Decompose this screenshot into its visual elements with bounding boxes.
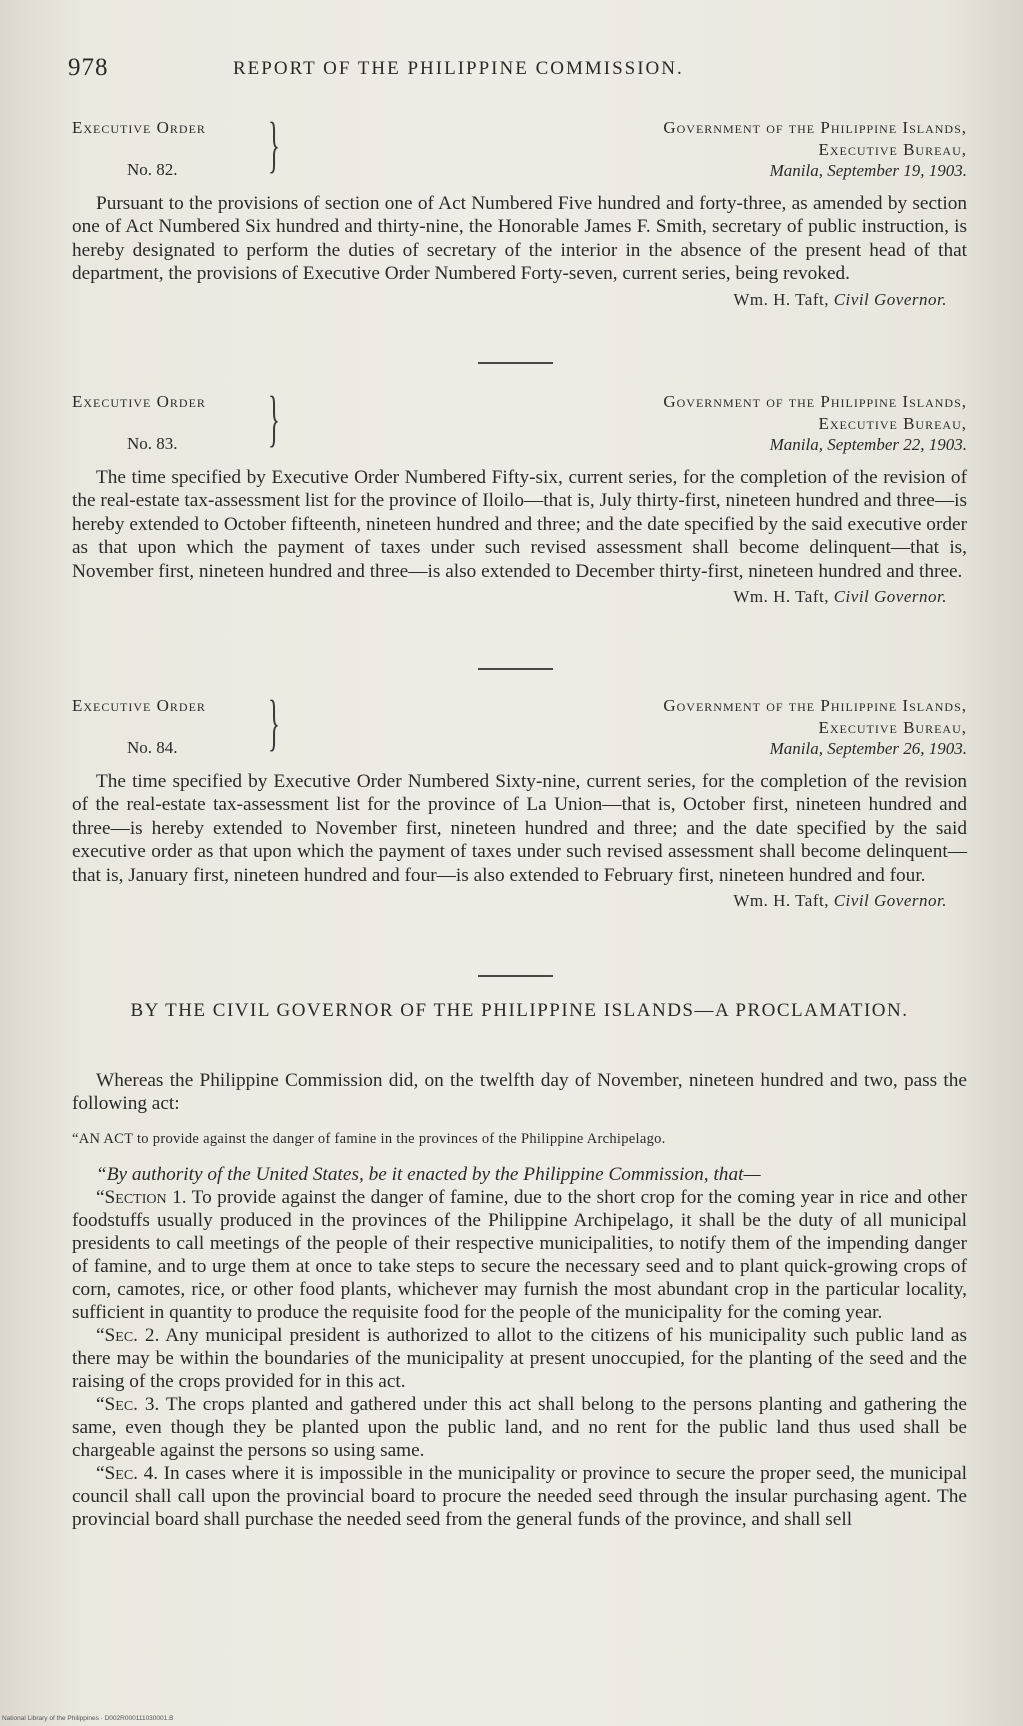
brace-glyph: } (268, 111, 280, 179)
order-date: Manila, September 22, 1903. (769, 435, 967, 454)
signature-name: Wm. H. Taft, (733, 587, 829, 607)
order-number: No. 83. (127, 434, 178, 453)
section-text: Any municipal president is authorized to allot to the citizens of his municipality such public land as there may be within the boundaries of the municipality at present unoccupied, for the planting of the seed and the raising of the crops provided for in this act. (72, 1325, 967, 1392)
signature-title: Civil Governor. (833, 891, 947, 911)
order-number: No. 84. (127, 738, 178, 757)
order-label: Executive Order (72, 118, 206, 137)
section-label: “Sec. 4. (96, 1463, 159, 1484)
section-label: “Section 1. (96, 1187, 187, 1208)
bureau-line: Executive Bureau, (818, 140, 967, 159)
signature-title: Civil Governor. (833, 289, 947, 309)
signature-name: Wm. H. Taft, (733, 289, 829, 309)
executive-order-84 (72, 689, 967, 911)
running-title: REPORT OF THE PHILIPPINE COMMISSION. (233, 58, 684, 79)
act-title: “AN ACT to provide against the danger of famine in the provinces of the Philippine Archipelago. (72, 1131, 666, 1147)
brace-glyph: } (268, 385, 280, 453)
government-line: Government of the Philippine Islands, (663, 392, 967, 411)
scan-footer: National Library of the Philippines · D002R000111030001.B (2, 1715, 174, 1722)
order-label: Executive Order (72, 392, 206, 411)
signature (72, 290, 967, 310)
order-number: No. 82. (127, 160, 178, 179)
order-body: The time specified by Executive Order Numbered Fifty-six, current series, for the completion of the revision of the real-estate tax-assessment list for the province of Iloilo—that is, July thirty-first, nineteen hundred and three—is hereby extended to October fifteenth, nineteen hundred and three; and the date specified by the said executive order as that upon which the payment of taxes under such revised assessment shall become delinquent—that is, November first, nineteen hundred and three—is also extended to December thirty-first, nineteen hundred and three. (72, 467, 967, 582)
section-text: To provide against the danger of famine, due to the short crop for the coming year in rice and other foodstuffs usually produced in the provinces of the Philippine Archipelago, it shall be the duty of all municipal presidents to call meetings of the people of their respective municipalities, to notify them of the impending danger of famine, and to urge them at once to take steps to secure the necessary seed and to plant quick-growing crops of corn, camotes, rice, or other food plants, whichever may furnish the most abundant crop in the particular locality, sufficient in quantity to produce the requisite food for the people of the municipality for the coming year. (72, 1187, 967, 1323)
government-line: Government of the Philippine Islands, (663, 118, 967, 137)
bureau-line: Executive Bureau, (818, 414, 967, 433)
order-heading (72, 689, 967, 766)
act-section (72, 1324, 967, 1393)
proclamation-body (72, 1069, 967, 1531)
order-date: Manila, September 26, 1903. (769, 739, 967, 758)
page-header (68, 54, 968, 84)
order-heading (72, 385, 967, 462)
section-text: In cases where it is impossible in the municipality or province to secure the proper seed, the municipal council shall call upon the provincial board to procure the needed seed through the insular purchasing agent. The provincial board shall purchase the needed seed from the general funds of the province, and shall sell (72, 1463, 967, 1530)
signature-name: Wm. H. Taft, (733, 891, 829, 911)
executive-order-82 (72, 111, 967, 310)
bureau-line: Executive Bureau, (818, 718, 967, 737)
section-label: “Sec. 3. (96, 1394, 160, 1415)
executive-order-83 (72, 385, 967, 607)
signature (72, 587, 967, 607)
order-label: Executive Order (72, 696, 206, 715)
section-divider (478, 668, 553, 670)
signature (72, 891, 967, 911)
section-text: The crops planted and gathered under this act shall belong to the persons planting and gathering the same, even though they be planted upon the public land, and no rent for the public land thus used shall be chargeable against the persons so using same. (72, 1394, 967, 1461)
proclamation-title: BY THE CIVIL GOVERNOR OF THE PHILIPPINE ISLANDS—A PROCLAMATION. (130, 1000, 909, 1021)
enacting-clause: “By authority of the United States, be it enacted by the Philippine Commission, that— (96, 1164, 761, 1185)
brace-glyph: } (268, 689, 280, 757)
act-section (72, 1462, 967, 1531)
section-divider (478, 362, 553, 364)
section-label: “Sec. 2. (96, 1325, 160, 1346)
page-number: 978 (68, 54, 109, 81)
order-body: The time specified by Executive Order Numbered Sixty-nine, current series, for the completion of the revision of the real-estate tax-assessment list for the province of La Union—that is, October first, nineteen hundred and three—is hereby extended to November first, nineteen hundred and three; and the date specified by the said executive order as that upon which the payment of taxes under such revised assessment shall become delinquent—that is, January first, nineteen hundred and four—is also extended to February first, nineteen hundred and four. (72, 771, 967, 886)
signature-title: Civil Governor. (833, 587, 947, 607)
proclamation-intro: Whereas the Philippine Commission did, on the twelfth day of November, nineteen hundred and two, pass the following act: (72, 1070, 967, 1114)
order-heading (72, 111, 967, 188)
order-body: Pursuant to the provisions of section one of Act Numbered Five hundred and forty-three, as amended by section one of Act Numbered Six hundred and thirty-nine, the Honorable James F. Smith, secretary of public instruction, is hereby designated to perform the duties of secretary of the interior in the absence of the present head of that department, the provisions of Executive Order Numbered Forty-seven, current series, being revoked. (72, 193, 967, 285)
act-section (72, 1186, 967, 1324)
order-date: Manila, September 19, 1903. (769, 161, 967, 180)
act-section (72, 1393, 967, 1462)
section-divider (478, 975, 553, 977)
government-line: Government of the Philippine Islands, (663, 696, 967, 715)
